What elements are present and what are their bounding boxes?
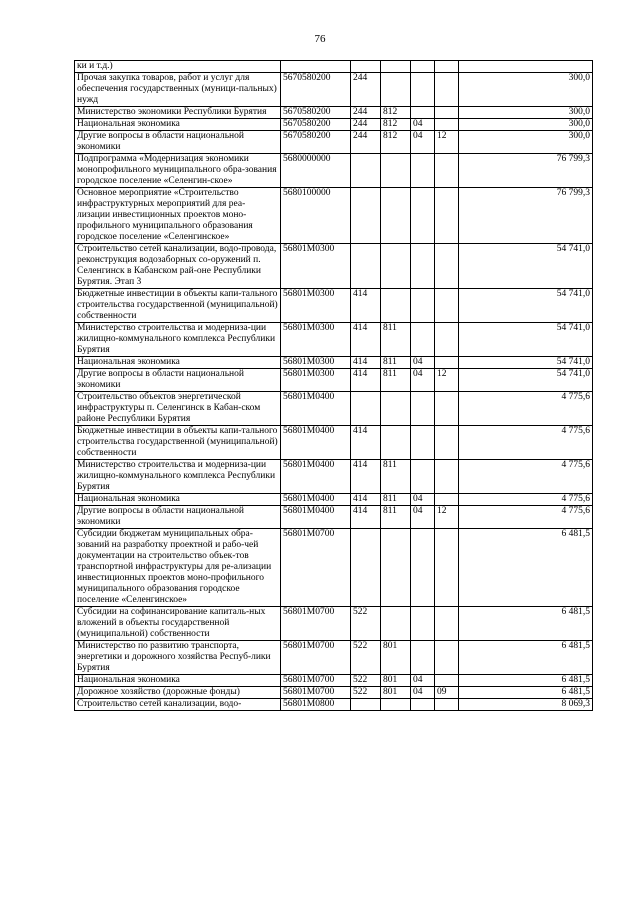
row-subsection-cell (435, 699, 459, 711)
row-sum-cell: 6 481,5 (459, 607, 593, 641)
row-section-cell: 04 (411, 506, 435, 529)
row-section-cell (411, 460, 435, 494)
table-row (75, 460, 593, 494)
row-name-cell: Строительство объектов энергетической инфраструктуры п. Селенгинск в Кабан-ском районе Республики Бурятия (75, 392, 281, 426)
row-expense-type-cell (351, 699, 381, 711)
row-subsection-cell (435, 154, 459, 188)
row-subsection-cell (435, 289, 459, 323)
row-subsection-cell (435, 641, 459, 675)
row-code-cell: 56801M0300 (281, 369, 351, 392)
row-name-cell: Национальная экономика (75, 119, 281, 131)
row-ministry-cell: 801 (381, 687, 411, 699)
row-name-cell: Другие вопросы в области национальной экономики (75, 131, 281, 154)
row-code-cell: 56801M0700 (281, 607, 351, 641)
row-name-cell: Национальная экономика (75, 357, 281, 369)
table-row (75, 119, 593, 131)
row-name-cell: Строительство сетей канализации, водо-провода, реконструкция водозаборных со-оружений п. Селенгинск в Кабанском рай-оне Республики Бурятия. Этап 3 (75, 244, 281, 289)
row-ministry-cell (381, 392, 411, 426)
row-section-cell (411, 607, 435, 641)
row-name-cell: Другие вопросы в области национальной экономики (75, 506, 281, 529)
row-ministry-cell (381, 699, 411, 711)
row-section-cell (411, 641, 435, 675)
row-sum-cell: 4 775,6 (459, 460, 593, 494)
row-ministry-cell (381, 289, 411, 323)
row-subsection-cell (435, 607, 459, 641)
row-section-cell (411, 323, 435, 357)
table-row (75, 506, 593, 529)
row-subsection-cell (435, 494, 459, 506)
row-name-cell: Дорожное хозяйство (дорожные фонды) (75, 687, 281, 699)
row-code-cell: 56801M0300 (281, 289, 351, 323)
row-expense-type-cell: 244 (351, 131, 381, 154)
budget-table (74, 60, 593, 711)
row-section-cell (411, 426, 435, 460)
table-row (75, 323, 593, 357)
row-expense-type-cell: 522 (351, 641, 381, 675)
row-name-cell: Подпрограмма «Модернизация экономики монопрофильного муниципального обра-зования городское поселение «Селенгин-ское» (75, 154, 281, 188)
row-name-cell: Строительство сетей канализации, водо- (75, 699, 281, 711)
row-sum-cell: 54 741,0 (459, 357, 593, 369)
row-code-cell: 5670580200 (281, 119, 351, 131)
row-subsection-cell: 09 (435, 687, 459, 699)
row-name-cell: Министерство строительства и модерниза-ции жилищно-коммунального комплекса Республики Бурятия (75, 323, 281, 357)
row-sum-cell: 6 481,5 (459, 641, 593, 675)
row-ministry-cell: 812 (381, 107, 411, 119)
row-expense-type-cell: 414 (351, 369, 381, 392)
table-row (75, 494, 593, 506)
table-row (75, 244, 593, 289)
row-code-cell: 5670580200 (281, 73, 351, 107)
row-name-cell: Субсидии бюджетам муниципальных обра-зований на разработку проектной и рабо-чей документации на строительство объек-тов транспортной инфраструктуры для ре-ализации инвестиционных проектов моно-профильного муниципального образования городское поселение «Селенгинское» (75, 529, 281, 607)
row-expense-type-cell: 244 (351, 73, 381, 107)
row-name-cell: Прочая закупка товаров, работ и услуг для обеспечения государственных (муници-пальных) нужд (75, 73, 281, 107)
row-name-cell: Основное мероприятие «Строительство инфраструктурных мероприятий для реа-лизации инвестиционных проектов моно-профильного муниципального образования городское поселение «Селенгинское» (75, 188, 281, 244)
row-section-cell (411, 289, 435, 323)
row-name-cell: Субсидии на софинансирование капиталь-ных вложений в объекты государственной (муниципальной) собственности (75, 607, 281, 641)
row-expense-type-cell (351, 188, 381, 244)
row-subsection-cell (435, 61, 459, 73)
row-sum-cell: 300,0 (459, 73, 593, 107)
row-sum-cell: 300,0 (459, 107, 593, 119)
row-expense-type-cell: 414 (351, 289, 381, 323)
row-sum-cell: 8 069,3 (459, 699, 593, 711)
table-row (75, 107, 593, 119)
row-name-cell: Национальная экономика (75, 675, 281, 687)
row-code-cell: 56801M0700 (281, 529, 351, 607)
row-subsection-cell (435, 392, 459, 426)
row-code-cell: 5670580200 (281, 107, 351, 119)
row-ministry-cell: 811 (381, 369, 411, 392)
page-number: 76 (314, 33, 326, 45)
row-section-cell: 04 (411, 357, 435, 369)
row-code-cell: 56801M0300 (281, 323, 351, 357)
row-expense-type-cell: 522 (351, 675, 381, 687)
row-sum-cell: 4 775,6 (459, 426, 593, 460)
row-ministry-cell (381, 244, 411, 289)
row-code-cell: 5680100000 (281, 188, 351, 244)
row-section-cell: 04 (411, 119, 435, 131)
table-row (75, 289, 593, 323)
row-code-cell: 56801M0300 (281, 244, 351, 289)
row-section-cell (411, 392, 435, 426)
row-subsection-cell (435, 73, 459, 107)
row-sum-cell: 6 481,5 (459, 675, 593, 687)
row-ministry-cell: 811 (381, 323, 411, 357)
row-name-cell: Министерство строительства и модерниза-ции жилищно-коммунального комплекса Республики Бурятия (75, 460, 281, 494)
table-row (75, 154, 593, 188)
table-row (75, 357, 593, 369)
row-section-cell (411, 529, 435, 607)
row-code-cell: 56801M0400 (281, 506, 351, 529)
row-section-cell (411, 61, 435, 73)
row-ministry-cell (381, 61, 411, 73)
row-subsection-cell (435, 357, 459, 369)
row-subsection-cell (435, 529, 459, 607)
row-ministry-cell (381, 154, 411, 188)
row-name-cell: Национальная экономика (75, 494, 281, 506)
table-row (75, 61, 593, 73)
row-name-cell: Министерство по развитию транспорта, энергетики и дорожного хозяйства Респуб-лики Бурятия (75, 641, 281, 675)
row-code-cell: 56801M0400 (281, 426, 351, 460)
row-section-cell: 04 (411, 675, 435, 687)
row-name-cell: Министерство экономики Республики Бурятия (75, 107, 281, 119)
row-expense-type-cell: 414 (351, 506, 381, 529)
row-ministry-cell: 812 (381, 131, 411, 154)
row-code-cell: 56801M0400 (281, 392, 351, 426)
row-ministry-cell (381, 426, 411, 460)
row-subsection-cell: 12 (435, 131, 459, 154)
row-expense-type-cell: 414 (351, 323, 381, 357)
table-row (75, 529, 593, 607)
row-ministry-cell (381, 607, 411, 641)
row-name-cell: Бюджетные инвестиции в объекты капи-тального строительства государственной (муниципальной) собственности (75, 426, 281, 460)
row-code-cell (281, 61, 351, 73)
row-section-cell: 04 (411, 131, 435, 154)
row-expense-type-cell: 414 (351, 357, 381, 369)
table-row (75, 687, 593, 699)
row-ministry-cell (381, 188, 411, 244)
row-ministry-cell: 801 (381, 675, 411, 687)
row-code-cell: 56801M0300 (281, 357, 351, 369)
row-subsection-cell (435, 119, 459, 131)
row-expense-type-cell: 414 (351, 494, 381, 506)
row-sum-cell: 54 741,0 (459, 244, 593, 289)
row-sum-cell: 4 775,6 (459, 506, 593, 529)
row-expense-type-cell: 522 (351, 607, 381, 641)
row-section-cell (411, 699, 435, 711)
row-code-cell: 56801M0700 (281, 641, 351, 675)
row-ministry-cell (381, 73, 411, 107)
row-subsection-cell (435, 460, 459, 494)
row-subsection-cell (435, 426, 459, 460)
row-section-cell (411, 73, 435, 107)
row-subsection-cell (435, 244, 459, 289)
row-section-cell: 04 (411, 687, 435, 699)
row-code-cell: 56801M0700 (281, 675, 351, 687)
row-ministry-cell: 811 (381, 357, 411, 369)
table-row (75, 426, 593, 460)
row-code-cell: 5670580200 (281, 131, 351, 154)
row-code-cell: 56801M0800 (281, 699, 351, 711)
row-sum-cell: 6 481,5 (459, 529, 593, 607)
row-expense-type-cell: 414 (351, 426, 381, 460)
row-subsection-cell: 12 (435, 369, 459, 392)
table-row (75, 131, 593, 154)
row-expense-type-cell (351, 529, 381, 607)
row-section-cell (411, 244, 435, 289)
row-section-cell (411, 154, 435, 188)
row-section-cell: 04 (411, 494, 435, 506)
row-code-cell: 5680000000 (281, 154, 351, 188)
row-ministry-cell: 811 (381, 460, 411, 494)
row-expense-type-cell (351, 154, 381, 188)
row-ministry-cell (381, 529, 411, 607)
row-ministry-cell: 811 (381, 494, 411, 506)
row-ministry-cell: 811 (381, 506, 411, 529)
row-sum-cell: 54 741,0 (459, 289, 593, 323)
row-code-cell: 56801M0400 (281, 494, 351, 506)
table-row (75, 369, 593, 392)
row-sum-cell: 4 775,6 (459, 392, 593, 426)
row-code-cell: 56801M0700 (281, 687, 351, 699)
row-sum-cell: 4 775,6 (459, 494, 593, 506)
table-row (75, 73, 593, 107)
row-expense-type-cell (351, 392, 381, 426)
table-row (75, 188, 593, 244)
row-sum-cell: 76 799,3 (459, 188, 593, 244)
row-section-cell: 04 (411, 369, 435, 392)
row-subsection-cell (435, 323, 459, 357)
row-expense-type-cell (351, 244, 381, 289)
row-subsection-cell: 12 (435, 506, 459, 529)
row-name-cell: Другие вопросы в области национальной экономики (75, 369, 281, 392)
row-name-cell: ки и т.д.) (75, 61, 281, 73)
table-row (75, 392, 593, 426)
row-sum-cell: 76 799,3 (459, 154, 593, 188)
row-expense-type-cell: 414 (351, 460, 381, 494)
row-expense-type-cell: 244 (351, 107, 381, 119)
row-expense-type-cell (351, 61, 381, 73)
row-expense-type-cell: 522 (351, 687, 381, 699)
row-name-cell: Бюджетные инвестиции в объекты капи-тального строительства государственной (муниципальной) собственности (75, 289, 281, 323)
row-sum-cell: 6 481,5 (459, 687, 593, 699)
table-row (75, 607, 593, 641)
row-sum-cell: 300,0 (459, 131, 593, 154)
table-row (75, 699, 593, 711)
row-sum-cell: 300,0 (459, 119, 593, 131)
row-ministry-cell: 812 (381, 119, 411, 131)
row-subsection-cell (435, 675, 459, 687)
row-ministry-cell: 801 (381, 641, 411, 675)
row-expense-type-cell: 244 (351, 119, 381, 131)
row-section-cell (411, 188, 435, 244)
row-sum-cell: 54 741,0 (459, 369, 593, 392)
row-section-cell (411, 107, 435, 119)
row-sum-cell (459, 61, 593, 73)
row-subsection-cell (435, 188, 459, 244)
row-code-cell: 56801M0400 (281, 460, 351, 494)
budget-table-body (75, 61, 593, 711)
table-row (75, 675, 593, 687)
table-row (75, 641, 593, 675)
row-subsection-cell (435, 107, 459, 119)
row-sum-cell: 54 741,0 (459, 323, 593, 357)
